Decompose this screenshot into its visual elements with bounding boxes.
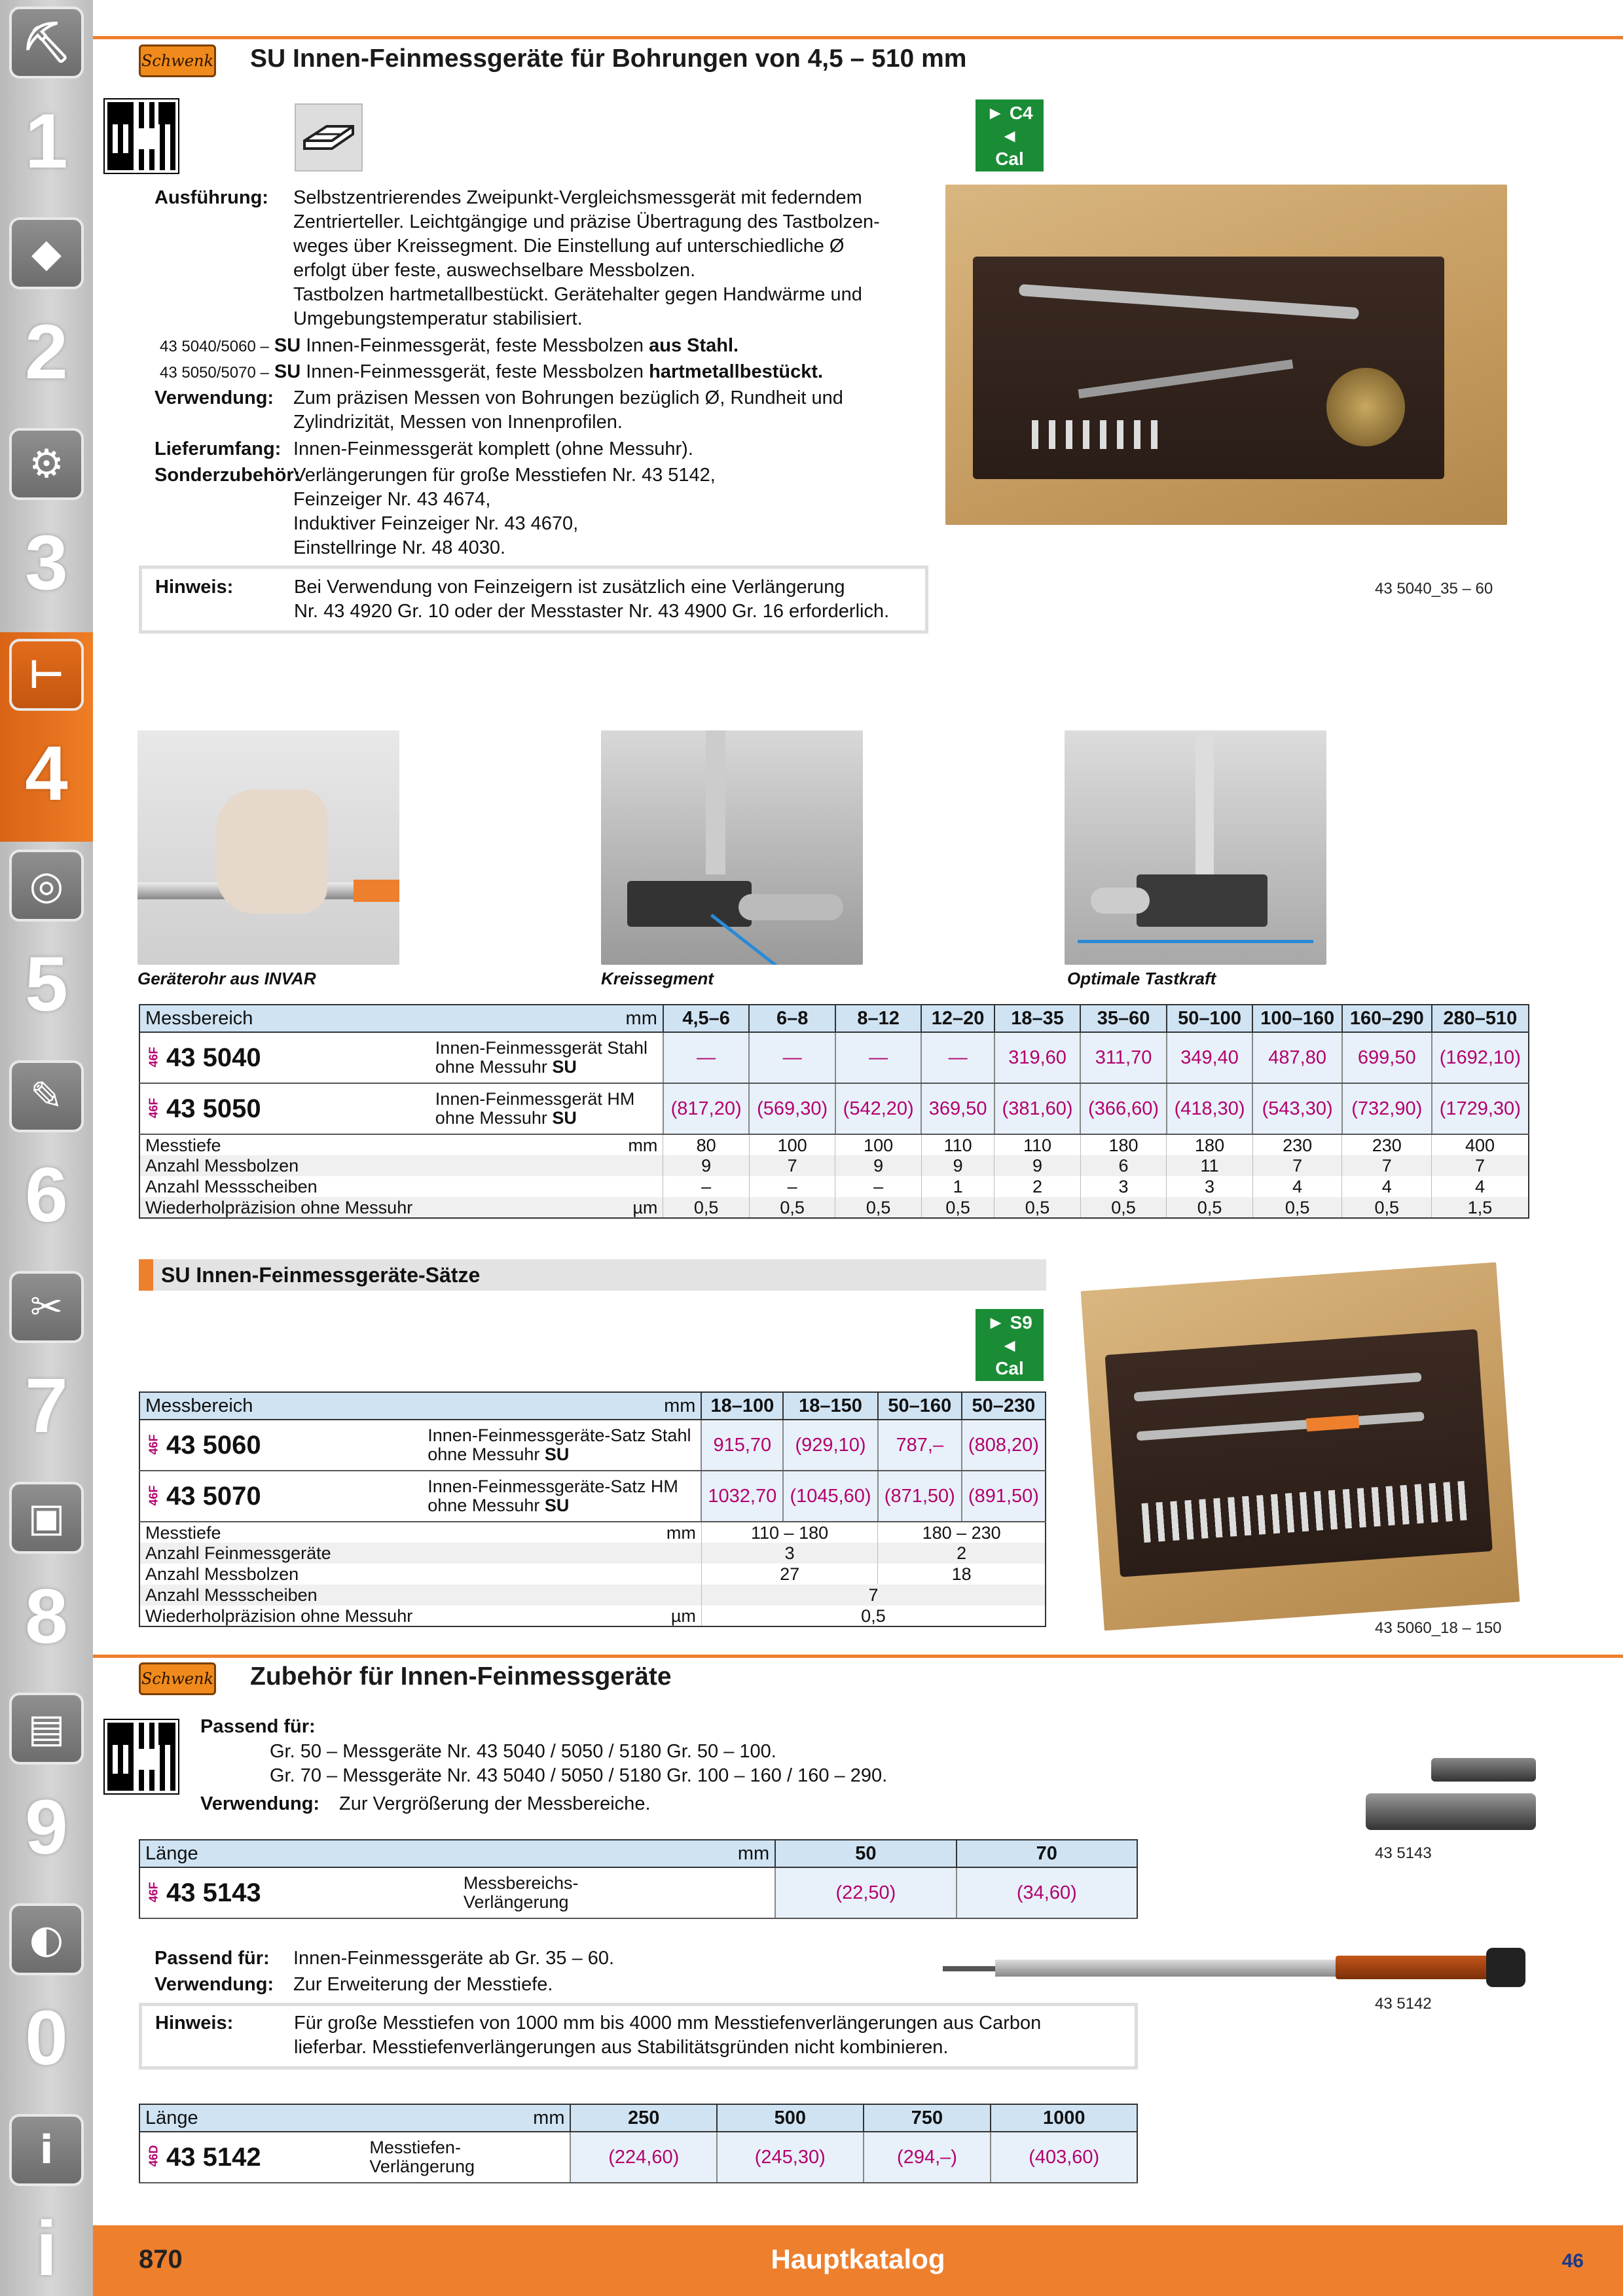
price-cell: —	[663, 1032, 750, 1083]
description-line: Verlängerung	[369, 2157, 475, 2176]
size-column-header: 6–8	[749, 1005, 835, 1032]
description-line: Messtiefen-	[369, 2138, 461, 2157]
size-column-header: 18–150	[783, 1392, 878, 1420]
product-code: 46F 43 5040	[139, 1032, 430, 1083]
hinweis-text: Bei Verwendung von Feinzeigern ist zusätzlich eine Verlängerung Nr. 43 4920 Gr. 10 oder der Messtaster Nr. 43 4900 Gr. 16 erforderlich.	[294, 577, 890, 622]
detail-row	[139, 1155, 1529, 1176]
price-cell: —	[921, 1032, 994, 1083]
detail-label: Anzahl Messscheiben	[139, 1585, 422, 1605]
price-cell: (245,30)	[717, 2132, 864, 2183]
photo-invar-tube	[137, 730, 399, 965]
ausfuehrung-label: Ausführung:	[155, 187, 268, 208]
price-cell: —	[835, 1032, 922, 1083]
detail-value: 9	[835, 1155, 922, 1176]
product-code: 46D 43 5142	[139, 2132, 364, 2183]
detail-label: Messtiefe	[145, 1522, 221, 1543]
detail-value: 0,5	[921, 1197, 994, 1218]
size-column-header: 4,5–6	[663, 1005, 750, 1032]
description-line: ohne Messuhr SU	[435, 1057, 577, 1077]
detail-unit	[422, 1585, 701, 1605]
product-description	[422, 1471, 701, 1522]
caliper-icon: ⊢	[9, 639, 84, 711]
photo-reference-set: 43 5060_18 – 150	[1375, 1619, 1502, 1637]
detail-value: 110	[921, 1134, 994, 1155]
description-line: Verlängerung	[463, 1892, 569, 1912]
price-cell: (418,30)	[1167, 1083, 1253, 1134]
description-line: ohne Messuhr SU	[428, 1444, 570, 1464]
detail-unit	[430, 1176, 663, 1197]
length-column-header: 50	[775, 1840, 956, 1867]
su-mark: SU	[552, 1108, 577, 1128]
description-line: ohne Messuhr SU	[435, 1108, 577, 1128]
chapter-number: 9	[25, 1784, 68, 1871]
detail-value: 1,5	[1432, 1197, 1529, 1218]
detail-value: 100	[835, 1134, 922, 1155]
detail-value: 230	[1342, 1134, 1432, 1155]
su-mark: SU	[552, 1057, 577, 1077]
detail-row	[139, 1134, 1529, 1155]
chapter-number: 2	[25, 309, 68, 395]
header-unit: mm	[422, 1392, 701, 1420]
detail-value: 180	[1167, 1134, 1253, 1155]
lieferumfang-label: Lieferumfang:	[155, 439, 282, 459]
price-cell: (543,30)	[1252, 1083, 1342, 1134]
detail-value: 3	[701, 1543, 877, 1564]
chapter-tab-2[interactable]	[0, 211, 93, 420]
price-group-tag: 46F	[147, 1434, 160, 1455]
detail-label: Anzahl Feinmessgeräte	[139, 1543, 422, 1564]
price-cell: 487,80	[1252, 1032, 1342, 1083]
product-description	[430, 1083, 663, 1134]
detail-value: 400	[1432, 1134, 1529, 1155]
header-label: Länge	[139, 2104, 364, 2132]
price-cell: 915,70	[701, 1420, 783, 1471]
description-line: Innen-Feinmessgeräte-Satz HM	[428, 1477, 678, 1496]
caption-tastkraft: Optimale Tastkraft	[1067, 969, 1216, 988]
detail-unit	[422, 1564, 701, 1585]
description-line: Innen-Feinmessgerät Stahl	[435, 1038, 647, 1058]
product-code: 46F 43 5060	[139, 1420, 422, 1471]
detail-value: 180 – 230	[878, 1522, 1046, 1543]
chapter-number: i	[35, 2206, 58, 2292]
price-cell: 349,40	[1167, 1032, 1253, 1083]
product-description	[422, 1420, 701, 1471]
chuck-icon: ⚙	[9, 428, 84, 500]
detail-value: 0,5	[1342, 1197, 1432, 1218]
header-label: Messbereich	[139, 1392, 422, 1420]
detail-value: 11	[1167, 1155, 1253, 1176]
calibration-badge-c4: ► C4 ◄ Cal	[976, 99, 1044, 171]
price-cell: (1729,30)	[1432, 1083, 1529, 1134]
chapter-tab-9[interactable]	[0, 1686, 93, 1895]
toolcase-icon: ▣	[9, 1482, 84, 1554]
product-row	[139, 1867, 1137, 1918]
verwendung-text-2: Zur Vergrößerung der Messbereiche.	[339, 1793, 651, 1814]
detail-value: 9	[921, 1155, 994, 1176]
product-photo-case	[945, 185, 1507, 525]
detail-value: 6	[1080, 1155, 1167, 1176]
verwendung-text-3: Zur Erweiterung der Messtiefe.	[293, 1974, 553, 1995]
accessory-title: Zubehör für Innen-Feinmessgeräte	[250, 1662, 672, 1691]
price-cell: (929,10)	[783, 1420, 878, 1471]
caption-invar: Geräterohr aus INVAR	[137, 969, 316, 988]
price-group-tag: 46F	[147, 1882, 160, 1903]
detail-row	[139, 1522, 1046, 1543]
subsection-marker	[139, 1259, 153, 1291]
chapter-number: 6	[25, 1152, 68, 1238]
detail-value: 7	[701, 1585, 1046, 1605]
drill-icon: ⛏	[9, 7, 84, 79]
section-title: SU Innen-Feinmessgeräte für Bohrungen von 4,5 – 510 mm	[250, 45, 967, 73]
table-header-row	[139, 1392, 1046, 1420]
detail-value: 7	[749, 1155, 835, 1176]
detail-value: 230	[1252, 1134, 1342, 1155]
detail-value: 100	[749, 1134, 835, 1155]
price-cell: (569,30)	[749, 1083, 835, 1134]
price-group-tag: 46D	[147, 2145, 160, 2167]
detail-row	[139, 1564, 1046, 1585]
subsection-bar	[139, 1259, 1046, 1291]
detail-value: 0,5	[1167, 1197, 1253, 1218]
size-column-header: 50–160	[878, 1392, 962, 1420]
hinweis-text-2: Für große Messtiefen von 1000 mm bis 4000 mm Messtiefenverlängerungen aus Carbon lieferbar. Messtiefenverlängerungen aus Stabilitätsgründen nicht kombinieren.	[294, 2013, 1042, 2058]
detail-label: Anzahl Messscheiben	[145, 1177, 318, 1196]
detail-value: 110 – 180	[701, 1522, 877, 1543]
hinweis-label-2: Hinweis:	[155, 2013, 234, 2034]
detail-value: 2	[878, 1543, 1046, 1564]
description-line: Messbereichs-	[463, 1873, 579, 1893]
detail-value: 0,5	[701, 1605, 1046, 1626]
price-cell: —	[749, 1032, 835, 1083]
price-table-sets	[139, 1391, 1046, 1627]
detail-value: 7	[1252, 1155, 1342, 1176]
price-table-range-extension	[139, 1839, 1138, 1919]
price-cell: (381,60)	[994, 1083, 1081, 1134]
safety-icon: ◐	[9, 1903, 84, 1975]
product-code: 46F 43 5070	[139, 1471, 422, 1522]
wrench-icon: ✎	[9, 1060, 84, 1132]
detail-unit: mm	[628, 1135, 658, 1155]
price-cell: 311,70	[1080, 1032, 1167, 1083]
saw-icon: ◎	[9, 850, 84, 922]
passend-text-2: Innen-Feinmessgeräte ab Gr. 35 – 60.	[293, 1948, 615, 1969]
detail-value: 9	[663, 1155, 750, 1176]
detail-value: 0,5	[1080, 1197, 1167, 1218]
detail-row	[139, 1543, 1046, 1564]
price-cell: (1692,10)	[1432, 1032, 1529, 1083]
size-column-header: 100–160	[1252, 1005, 1342, 1032]
detail-value: 3	[1167, 1176, 1253, 1197]
photo-depth-extension	[943, 1941, 1545, 2000]
detail-value: 0,5	[749, 1197, 835, 1218]
chapter-number: 4	[25, 730, 68, 817]
chapter-number: 8	[25, 1573, 68, 1660]
price-cell: 319,60	[994, 1032, 1081, 1083]
product-row	[139, 1420, 1046, 1471]
chapter-tab-6[interactable]	[0, 1054, 93, 1263]
detail-row	[139, 1197, 1529, 1218]
size-column-header: 18–35	[994, 1005, 1081, 1032]
price-group-tag: 46F	[147, 1485, 160, 1506]
header-label: Messbereich	[139, 1005, 430, 1032]
page-number: 870	[139, 2245, 183, 2274]
detail-value: 7	[1342, 1155, 1432, 1176]
price-cell: (732,90)	[1342, 1083, 1432, 1134]
chapter-number: 1	[25, 98, 68, 185]
length-column-header: 500	[717, 2104, 864, 2132]
product-row	[139, 1083, 1529, 1134]
length-column-header: 1000	[991, 2104, 1137, 2132]
chapter-tab-0[interactable]	[0, 1897, 93, 2106]
detail-value: 27	[701, 1564, 877, 1585]
header-label: Länge	[139, 1840, 458, 1867]
schwenk-logo: Schwenk	[139, 45, 216, 77]
detail-value: 9	[994, 1155, 1081, 1176]
price-group-tag: 46F	[147, 1047, 160, 1067]
size-column-header: 160–290	[1342, 1005, 1432, 1032]
product-description	[364, 2132, 570, 2183]
table-header-row	[139, 2104, 1137, 2132]
passend-label: Passend für:	[200, 1716, 316, 1737]
detail-label: Wiederholpräzision ohne Messuhr	[139, 1197, 430, 1218]
price-cell: (1045,60)	[783, 1471, 878, 1522]
detail-row	[139, 1585, 1046, 1605]
chapter-tab-i[interactable]	[0, 2108, 93, 2296]
chapter-number: 0	[25, 1995, 68, 2081]
case-pictogram-icon	[295, 103, 363, 171]
detail-label: Wiederholpräzision ohne Messuhr	[145, 1605, 413, 1626]
detail-unit	[430, 1155, 663, 1176]
detail-value: 0,5	[835, 1197, 922, 1218]
header-unit: mm	[364, 2104, 570, 2132]
photo-range-extension	[1359, 1748, 1542, 1839]
insert-icon: ◆	[9, 217, 84, 289]
page-footer	[93, 2225, 1623, 2296]
detail-label: Anzahl Messbolzen	[145, 1564, 299, 1584]
price-cell: (817,20)	[663, 1083, 750, 1134]
detail-row	[139, 1176, 1529, 1197]
size-column-header: 50–230	[962, 1392, 1046, 1420]
sonderzubehoer-label: Sonderzubehör:	[155, 465, 301, 486]
length-column-header: 70	[957, 1840, 1137, 1867]
detail-value: 7	[1432, 1155, 1529, 1176]
cabinet-icon: ▤	[9, 1693, 84, 1765]
product-row	[139, 1032, 1529, 1083]
chapter-marker: 46	[1561, 2250, 1584, 2272]
detail-value: 4	[1252, 1176, 1342, 1197]
chapter-rail	[0, 0, 93, 2296]
photo-reference-5142: 43 5142	[1375, 1995, 1432, 2013]
description-line: ohne Messuhr SU	[428, 1496, 570, 1515]
info-icon: i	[9, 2114, 84, 2186]
price-cell: (891,50)	[962, 1471, 1046, 1522]
size-column-header: 18–100	[701, 1392, 783, 1420]
subsection-title: SU Innen-Feinmessgeräte-Sätze	[161, 1263, 481, 1287]
lieferumfang-text: Innen-Feinmessgerät komplett (ohne Messuhr).	[293, 439, 693, 459]
verwendung-label-2: Verwendung:	[200, 1793, 320, 1814]
catalog-name: Hauptkatalog	[771, 2244, 945, 2274]
hinweis-box-2	[139, 2003, 1138, 2070]
detail-value: 2	[994, 1176, 1081, 1197]
chapter-tab-3[interactable]	[0, 422, 93, 631]
su-mark: SU	[544, 1496, 570, 1515]
photo-reference: 43 5040_35 – 60	[1375, 580, 1493, 598]
detail-unit: mm	[666, 1522, 696, 1543]
price-cell: 787,–	[878, 1420, 962, 1471]
sonderzubehoer-text: Verlängerungen für große Messtiefen Nr. 43 5142, Feinzeiger Nr. 43 4674, Induktiver Feinzeiger Nr. 43 4670, Einstellringe Nr. 48 4030.	[293, 465, 716, 558]
price-cell: (871,50)	[878, 1471, 962, 1522]
header-unit: mm	[430, 1005, 663, 1032]
detail-value: 3	[1080, 1176, 1167, 1197]
verwendung-text: Zum präzisen Messen von Bohrungen bezüglich Ø, Rundheit und Zylindrizität, Messen von Innenprofilen.	[293, 387, 843, 433]
size-column-header: 35–60	[1080, 1005, 1167, 1032]
price-cell: 699,50	[1342, 1032, 1432, 1083]
price-cell: (808,20)	[962, 1420, 1046, 1471]
price-cell: (22,50)	[775, 1867, 956, 1918]
price-cell: (366,60)	[1080, 1083, 1167, 1134]
detail-label: Messtiefe	[145, 1135, 221, 1155]
detail-row	[139, 1605, 1046, 1626]
product-row	[139, 1471, 1046, 1522]
photo-circle-segment	[601, 730, 863, 965]
table-header-row	[139, 1840, 1137, 1867]
detail-unit: µm	[670, 1605, 696, 1626]
hinweis-label: Hinweis:	[155, 577, 234, 598]
detail-value: –	[835, 1176, 922, 1197]
price-group-tag: 46F	[147, 1098, 160, 1119]
pliers-icon: ✂	[9, 1271, 84, 1343]
price-cell: 369,50	[921, 1083, 994, 1134]
product-description	[458, 1867, 775, 1918]
size-column-header: 280–510	[1432, 1005, 1529, 1032]
photo-measuring-force	[1065, 730, 1326, 965]
qr-code-icon[interactable]	[105, 99, 178, 173]
chapter-tab-1[interactable]	[0, 0, 93, 209]
chapter-tab-7[interactable]	[0, 1265, 93, 1474]
description-line: Innen-Feinmessgerät HM	[435, 1089, 635, 1109]
detail-value: 110	[994, 1134, 1081, 1155]
detail-value: 4	[1432, 1176, 1529, 1197]
detail-unit: µm	[430, 1197, 663, 1218]
price-cell: (542,20)	[835, 1083, 922, 1134]
passend-label-2: Passend für:	[155, 1948, 270, 1969]
detail-value: 1	[921, 1176, 994, 1197]
header-unit: mm	[458, 1840, 775, 1867]
passend-text: Gr. 50 – Messgeräte Nr. 43 5040 / 5050 / 5180 Gr. 50 – 100. Gr. 70 – Messgeräte Nr. 43 5040 / 5050 / 5180 Gr. 100 – 160 / 160 – 290.	[270, 1741, 888, 1786]
detail-value: 0,5	[994, 1197, 1081, 1218]
detail-label: Anzahl Messbolzen	[139, 1155, 430, 1176]
product-photo-set-case	[1081, 1262, 1520, 1630]
product-row	[139, 2132, 1137, 2183]
price-cell: (224,60)	[570, 2132, 717, 2183]
product-code: 46F 43 5143	[139, 1867, 458, 1918]
chapter-tab-5[interactable]	[0, 843, 93, 1052]
schwenk-logo-2: Schwenk	[139, 1662, 216, 1695]
product-description	[430, 1032, 663, 1083]
calibration-badge-s9: ► S9 ◄ Cal	[976, 1309, 1044, 1381]
verwendung-label-3: Verwendung:	[155, 1974, 274, 1995]
detail-value: 0,5	[663, 1197, 750, 1218]
section-rule	[93, 1655, 1623, 1658]
price-cell: (34,60)	[957, 1867, 1137, 1918]
verwendung-label: Verwendung:	[155, 387, 274, 408]
detail-value: 0,5	[1252, 1197, 1342, 1218]
price-table-single	[139, 1004, 1529, 1219]
chapter-tab-4[interactable]	[0, 632, 93, 842]
chapter-number: 7	[25, 1363, 68, 1449]
qr-code-icon-2[interactable]	[105, 1720, 178, 1793]
variant-carbide: 43 5050/5070 – SU Innen-Feinmessgerät, feste Messbolzen hartmetallbestückt.	[160, 361, 824, 382]
ausfuehrung-text: Selbstzentrierendes Zweipunkt-Vergleichsmessgerät mit federndem Zentrierteller. Leichtgängige und präzise Übertragung des Tastbolzen- weges über Kreissegment. Die Einstellung auf unterschiedliche Ø erfolgt über feste, auswechselbare Messbolzen. Tastbolzen hartmetallbestückt. Gerätehalter gegen Handwärme und Umgebungstemperatur stabilisiert.	[293, 187, 880, 329]
price-cell: (403,60)	[991, 2132, 1137, 2183]
detail-value: –	[663, 1176, 750, 1197]
chapter-number: 5	[25, 941, 68, 1028]
photo-reference-5143: 43 5143	[1375, 1844, 1432, 1862]
detail-value: –	[749, 1176, 835, 1197]
top-rule	[93, 36, 1623, 39]
price-cell: 1032,70	[701, 1471, 783, 1522]
detail-value: 80	[663, 1134, 750, 1155]
caption-kreissegment: Kreissegment	[601, 969, 714, 988]
length-column-header: 250	[570, 2104, 717, 2132]
su-mark: SU	[544, 1444, 570, 1464]
detail-value: 18	[878, 1564, 1046, 1585]
size-column-header: 8–12	[835, 1005, 922, 1032]
variant-steel: 43 5040/5060 – SU Innen-Feinmessgerät, feste Messbolzen aus Stahl.	[160, 335, 739, 356]
detail-value: 180	[1080, 1134, 1167, 1155]
chapter-number: 3	[25, 520, 68, 606]
detail-value: 4	[1342, 1176, 1432, 1197]
size-column-header: 50–100	[1167, 1005, 1253, 1032]
table-header-row	[139, 1005, 1529, 1032]
hinweis-box	[139, 565, 928, 634]
product-code: 46F 43 5050	[139, 1083, 430, 1134]
chapter-tab-8[interactable]	[0, 1475, 93, 1685]
size-column-header: 12–20	[921, 1005, 994, 1032]
detail-unit	[422, 1543, 701, 1564]
length-column-header: 750	[864, 2104, 991, 2132]
price-cell: (294,–)	[864, 2132, 991, 2183]
description-line: Innen-Feinmessgeräte-Satz Stahl	[428, 1426, 691, 1445]
price-table-depth-extension	[139, 2104, 1138, 2183]
